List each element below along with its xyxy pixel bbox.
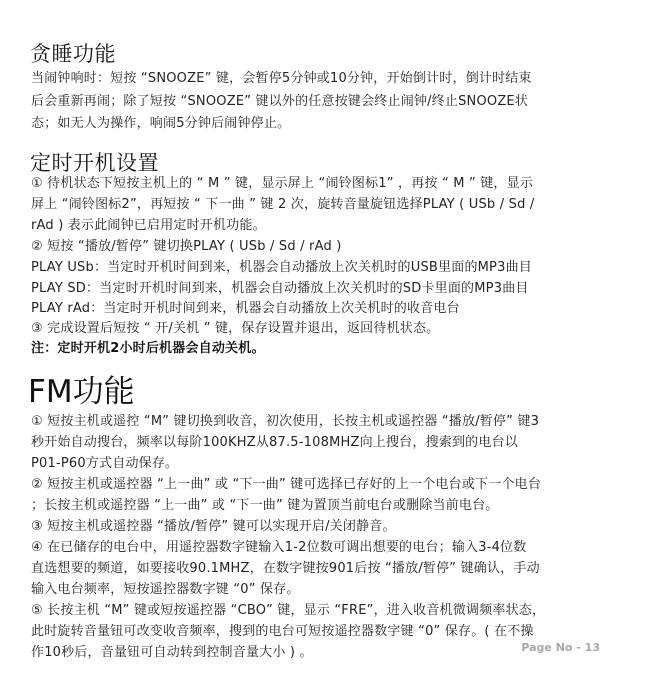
timer-line-5: PLAY USb：当定时开机时间到来，机器会自动播放上次关机时的USB里面的MP3曲目 <box>31 260 532 275</box>
fm-heading: FM功能 <box>28 374 135 410</box>
timer-line-3: rAd ) 表示此闹钟已启用定时开机功能。 <box>31 218 266 233</box>
fm-line-2: 秒开始自动搜台，频率以每阶100KHZ从87.5-108MHZ向上搜台，搜索到的电台以 <box>31 435 518 450</box>
fm-line-7: ④ 在已储存的电台中，用遥控器数字键输入1-2位数可调出想要的电台；输入3-4位数 <box>31 540 527 555</box>
fm-line-10: ⑤ 长按主机 “M” 键或短按遥控器 “CBO” 键，显示 “FRE”，进入收音机微调频率状态， <box>31 603 546 618</box>
fm-line-12: 作10秒后，音量钮可自动转到控制音量大小 ) 。 <box>31 645 313 660</box>
fm-line-11: 此时旋转音量钮可改变收音频率，搜到的电台可短按遥控器数字键 “0” 保存。( 在不操 <box>31 624 534 639</box>
fm-line-5: ；长按主机或遥控器 “上一曲” 或 “下一曲” 键为置顶当前电台或删除当前电台。 <box>31 498 499 513</box>
timer-line-8: ③ 完成设置后短按 “ 开/关机 ” 键，保存设置并退出，返回待机状态。 <box>31 321 440 336</box>
snooze-line-3: 态；如无人为操作，响闹5分钟后闹钟停止。 <box>31 116 291 131</box>
timer-line-1: ① 待机状态下短按主机上的 “ M ” 键，显示屏上 “闹铃图标1” ，再按 “ M ” 键，显示 <box>31 176 534 191</box>
fm-line-3: P01-P60方式自动保存。 <box>31 456 179 471</box>
fm-line-1: ① 短按主机或遥控 “M” 键切换到收音，初次使用，长按主机或遥控器 “播放/暂停” 键3 <box>31 414 540 429</box>
snooze-heading: 贪睡功能 <box>30 42 116 66</box>
timer-line-6: PLAY SD：当定时开机时间到来，机器会自动播放上次关机时的SD卡里面的MP3曲目 <box>31 281 529 296</box>
fm-line-9: 输入电台频率，短按遥控器数字键 “0” 保存。 <box>31 582 300 597</box>
timer-line-2: 屏上 “闹铃图标2”，再短按 “ 下一曲 ” 键 2 次，旋转音量旋钮选择PLAY ( USb / Sd / <box>31 197 535 212</box>
fm-line-8: 直选想要的频道，如要接收90.1MHZ，在数字键按901后按 “播放/暂停” 键确认，手动 <box>31 561 540 576</box>
snooze-line-2: 后会重新再闹；除了短按 “SNOOZE” 键以外的任意按键会终止闹钟/终止SNOOZE状 <box>31 94 529 109</box>
timer-line-7: PLAY rAd：当定时开机时间到来，机器会自动播放上次关机时的收音电台 <box>31 301 460 316</box>
fm-line-4: ② 短按主机或遥控器 “上一曲” 或 “下一曲” 键可选择已存好的上一个电台或下一个电台 <box>31 477 542 492</box>
timer-note: 注：定时开机2小时后机器会自动关机。 <box>31 341 265 356</box>
fm-line-6: ③ 短按主机或遥控器 “播放/暂停” 键可以实现开启/关闭静音。 <box>31 519 396 534</box>
page-number: Page No - 13 <box>521 641 600 654</box>
snooze-line-1: 当闹钟响时：短按 “SNOOZE” 键，会暂停5分钟或10分钟，开始倒计时，倒计时结束 <box>31 71 532 86</box>
timer-heading: 定时开机设置 <box>30 151 159 175</box>
timer-line-4: ② 短按 “播放/暂停” 键切换PLAY ( USb / Sd / rAd ) <box>31 239 342 254</box>
